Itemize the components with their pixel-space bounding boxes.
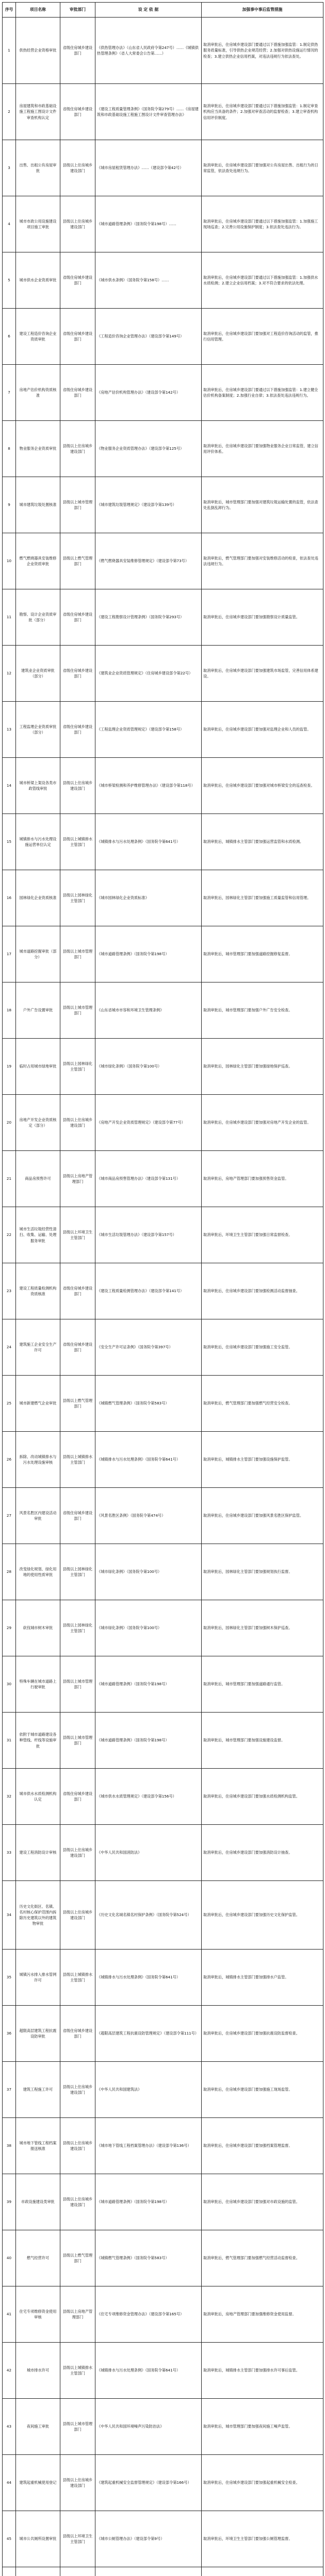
row-item-name: 出售、出租公有房屋审批 [16, 140, 60, 196]
row-approval-dept: 县级以上住房城乡建设部门 [60, 196, 95, 252]
row-number: 31 [3, 1713, 16, 1769]
row-approval-dept: 县级以上住房城乡建设部门 [60, 2118, 95, 2174]
row-approval-dept: 省级住房城乡建设部门 [60, 309, 95, 365]
row-supervision-measures: 取消审批后，燃气管理部门要加强燃气经营活动监督检查。 [202, 2230, 323, 2286]
row-legal-basis: 《城镇燃气管理条例》（国务院令第583号） [95, 1376, 202, 1432]
row-supervision-measures: 取消审批后，住房城乡建设部门要加强对监理企业和人员的监管。 [202, 702, 323, 758]
row-number: 18 [3, 982, 16, 1039]
row-number: 1 [3, 18, 16, 84]
row-legal-basis: 《中华人民共和国环境噪声污染防治法》 [95, 2399, 202, 2455]
row-item-name: 超限高层建筑工程抗震设防审批 [16, 2006, 60, 2062]
row-item-name: 城市排水许可 [16, 2343, 60, 2399]
row-number: 26 [3, 1432, 16, 1488]
row-item-name: 历史文化街区、名镇、名村核心保护范围内拆除历史建筑以外的建筑物审批 [16, 1881, 60, 1950]
table-header-row [3, 3, 323, 18]
row-legal-basis: 《工程监理企业资质管理规定》（建设部令第158号） [95, 702, 202, 758]
row-number: 13 [3, 702, 16, 758]
row-legal-basis: 《城市供水条例》（国务院令第158号）…… [95, 252, 202, 309]
row-number: 22 [3, 1207, 16, 1263]
row-approval-dept: 省级住房城乡建设部门 [60, 252, 95, 309]
table-row [3, 702, 323, 758]
row-number: 38 [3, 2118, 16, 2174]
row-number: 2 [3, 84, 16, 140]
row-legal-basis: 《住宅专项维修资金管理办法》（建设部令第165号） [95, 2286, 202, 2343]
table-row [3, 1825, 323, 1881]
row-legal-basis: 《风景名胜区条例》（国务院令第474号） [95, 1488, 202, 1544]
row-supervision-measures: 取消审批后，住房城乡建设部门要加强消防设计抽查。 [202, 1825, 323, 1881]
row-item-name: 夜间施工审批 [16, 2399, 60, 2455]
row-item-name: 砍伐城市树木审批 [16, 1600, 60, 1656]
table-row [3, 252, 323, 309]
table-row [3, 2006, 323, 2062]
row-legal-basis: 《城镇排水与污水处理条例》（国务院令第641号） [95, 1432, 202, 1488]
row-supervision-measures: 取消审批后，住房城乡建设部门要加强施工现场监管。 [202, 2062, 323, 2118]
row-legal-basis: 《城市房屋租赁管理办法》……（建设部令第42号） [95, 140, 202, 196]
table-row [3, 1881, 323, 1950]
row-item-name: 建设工程造价咨询企业资质审批 [16, 309, 60, 365]
row-item-name: 户外广告设置审批 [16, 982, 60, 1039]
row-supervision-measures: 取消审批后，住房城乡建设部门要加强施工安全监管。 [202, 1319, 323, 1376]
row-item-name: 商品房预售许可 [16, 1151, 60, 1207]
row-supervision-measures: 取消审批后，环境卫生主管部门要加强日常监督检查。 [202, 1207, 323, 1263]
row-legal-basis: 《山东省城市市容和环境卫生管理条例》 [95, 982, 202, 1039]
row-item-name: 城镇污水排入排水管网许可 [16, 1950, 60, 2006]
row-legal-basis: 《建设工程质量管理条例》（国务院令第279号）……《房屋建筑和市政基础设施工程施工图设计文件审查管理办法》 [95, 84, 202, 140]
table-row [3, 2230, 323, 2286]
row-number: 40 [3, 2230, 16, 2286]
row-legal-basis: 《城市园林绿化企业资质标准》 [95, 870, 202, 926]
row-legal-basis: 《建设工程勘察设计管理条例》（国务院令第293号） [95, 589, 202, 646]
row-supervision-measures: 取消审批后，城市管理部门要加强道路挖掘修复监督。 [202, 926, 323, 982]
row-item-name: 城市市政公用设施建设项目施工审批 [16, 196, 60, 252]
row-number: 16 [3, 870, 16, 926]
table-row [3, 589, 323, 646]
row-approval-dept: 省级住房城乡建设部门 [60, 2006, 95, 2062]
table-row [3, 2511, 323, 2567]
row-supervision-measures: 取消审批后，城镇排水主管部门要加强排水户监管。 [202, 1950, 323, 2006]
table-row [3, 1600, 323, 1656]
table-row [3, 814, 323, 870]
row-item-name: 房屋建筑和市政基础设施工程施工图设计文件审查机构认定 [16, 84, 60, 140]
row-number: 3 [3, 140, 16, 196]
row-supervision-measures: 取消审批后，园林绿化主管部门要加强绿地保护巡查。 [202, 1039, 323, 1095]
row-number: 8 [3, 421, 16, 477]
table-row [3, 2118, 323, 2174]
row-number: 29 [3, 1600, 16, 1656]
row-supervision-measures: 取消审批后，城镇排水主管部门要加强排水许可事后监管。 [202, 2343, 323, 2399]
row-supervision-measures: 取消审批后，环境卫生主管部门要加强公厕管理监督。 [202, 2511, 323, 2567]
table-row [3, 140, 323, 196]
row-supervision-measures: 取消审批后，住房城乡建设部门要通过以下措施加强监管：1.建立健全估价机构备案制度；2.加强行业自律；3.依法查处违法违规行为。 [202, 365, 323, 421]
row-legal-basis: 《物业服务企业资质管理办法》（建设部令第125号） [95, 421, 202, 477]
row-item-name: 城市道路挖掘审批（部分） [16, 926, 60, 982]
row-item-name: 建设工程质量检测机构资质核准 [16, 1263, 60, 1319]
row-number: 35 [3, 1950, 16, 2006]
row-supervision-measures: 取消审批后，住房城乡建设部门要通过以下措施加强监管：1.加强施工现场巡查；2.完善公用设施保护制度；3.依法查处违法行为。 [202, 196, 323, 252]
row-supervision-measures: 取消审批后，住房城乡建设部门要加强档案管理监督。 [202, 2118, 323, 2174]
table-row [3, 2399, 323, 2455]
row-item-name: 建筑起重机械使用登记 [16, 2455, 60, 2511]
row-supervision-measures: 取消审批后，住房城乡建设部门要加强对城市桥梁安全的巡查检查。 [202, 758, 323, 814]
row-approval-dept: 县级以上住房城乡建设部门 [60, 1881, 95, 1950]
row-legal-basis: 《房地产估价机构管理办法》（建设部令第142号） [95, 365, 202, 421]
row-legal-basis: 《中华人民共和国建筑法》 [95, 2062, 202, 2118]
row-item-name: 供热经营企业资格审批 [16, 18, 60, 84]
row-approval-dept: 县级以上住房城乡建设部门 [60, 1825, 95, 1881]
row-number: 30 [3, 1656, 16, 1713]
header-approval-dept: 审批部门 [60, 3, 95, 18]
row-number: 44 [3, 2455, 16, 2511]
row-legal-basis: 《城镇排水与污水处理条例》（国务院令第641号） [95, 1950, 202, 2006]
row-approval-dept: 省级住房城乡建设部门 [60, 1319, 95, 1376]
table-row [3, 870, 323, 926]
row-legal-basis: 《超限高层建筑工程抗震设防管理规定》（建设部令第111号） [95, 2006, 202, 2062]
table-row [3, 1769, 323, 1825]
header-legal-basis: 设 定 依 据 [95, 3, 202, 18]
row-supervision-measures: 取消审批后，住房城乡建设部门要通过以下措施加强监管：1.制定供热服务质量标准，引导供热企业规范经营；2.加强对供热设施运行情况的检查；3.建立供热企业信用档案，对违法违规行为依法查处。 [202, 18, 323, 84]
row-item-name: 依附于城市道路建设各种管线、杆线等设施审批 [16, 1713, 60, 1769]
row-supervision-measures: 取消审批后，城市管理部门要加强设施建设监督。 [202, 1713, 323, 1769]
row-number: 4 [3, 196, 16, 252]
row-item-name: 城镇排水与污水处理设施运营单位认定 [16, 814, 60, 870]
row-legal-basis: 《安全生产许可证条例》（国务院令第397号） [95, 1319, 202, 1376]
row-approval-dept: 县级以上燃气管理部门 [60, 2230, 95, 2286]
row-approval-dept: 县级以上燃气管理部门 [60, 1376, 95, 1432]
row-legal-basis: 《城镇燃气管理条例》（国务院令第583号） [95, 2230, 202, 2286]
row-item-name: 市政设施建设类审批 [16, 2174, 60, 2230]
row-supervision-measures: 取消审批后，住房城乡建设部门要加强对房地产开发企业的监管。 [202, 1095, 323, 1151]
row-number: 19 [3, 1039, 16, 1095]
row-approval-dept: 县级以上城市管理部门 [60, 982, 95, 1039]
row-approval-dept: 省级住房城乡建设部门 [60, 84, 95, 140]
row-number: 25 [3, 1376, 16, 1432]
row-item-name: 房地产估价机构资质核准 [16, 365, 60, 421]
row-number: 36 [3, 2006, 16, 2062]
row-supervision-measures: 取消审批后，城市管理部门要加强对建筑垃圾运输处置的监管，依法查处乱倒乱卸行为。 [202, 477, 323, 533]
row-legal-basis: 《建筑业企业资质管理规定》（住房城乡建设部令第22号） [95, 646, 202, 702]
row-supervision-measures: 取消审批后，城镇排水主管部门要加强设施保护监管。 [202, 1432, 323, 1488]
row-approval-dept: 县级以上城镇排水主管部门 [60, 2343, 95, 2399]
table-row [3, 196, 323, 252]
row-item-name: 勘察、设计企业资质审批（部分） [16, 589, 60, 646]
row-number: 11 [3, 589, 16, 646]
row-legal-basis: 《城市公厕管理办法》（建设部令第9号） [95, 2511, 202, 2567]
row-legal-basis: 《城市商品房预售管理办法》（建设部令第131号） [95, 1151, 202, 1207]
table-row [3, 2062, 323, 2118]
table-body [3, 18, 323, 2576]
row-approval-dept: 省级住房城乡建设部门 [60, 365, 95, 421]
row-legal-basis: 《城市绿化条例》（国务院令第100号） [95, 1039, 202, 1095]
table-row [3, 1207, 323, 1263]
row-item-name: 建筑工程施工许可 [16, 2062, 60, 2118]
row-approval-dept: 省级住房城乡建设部门 [60, 1488, 95, 1544]
row-number: 41 [3, 2286, 16, 2343]
row-supervision-measures: 取消审批后，住房城乡建设部门要加强物业服务企业日常监管，建立信用评价体系。 [202, 421, 323, 477]
row-number [3, 2567, 16, 2576]
row-supervision-measures: 取消审批后，住房城乡建设部门要通过以下措施加强监管：1.制定审查机构应当具备的条件；2.加强对审查活动的监督检查；3.建立审查机构信用评价制度。 [202, 84, 323, 140]
row-approval-dept: 省级住房城乡建设部门 [60, 1263, 95, 1319]
row-item-name: 建筑业企业资质审批（部分） [16, 646, 60, 702]
row-legal-basis: 《城市绿化条例》（国务院令第100号） [95, 1544, 202, 1600]
row-legal-basis: 《历史文化名城名镇名村保护条例》（国务院令第524号） [95, 1881, 202, 1950]
row-approval-dept: 县级以上燃气管理部门 [60, 533, 95, 589]
row-item-name: 城市公共厕所设置审批 [16, 2511, 60, 2567]
row-supervision-measures: 取消审批后，城市管理部门要加强道路通行监管。 [202, 1656, 323, 1713]
table-row [3, 309, 323, 365]
row-number: 9 [3, 477, 16, 533]
header-supervision-measures: 加强事中事后监管措施 [202, 3, 323, 18]
row-item-name: 燃气经营许可 [16, 2230, 60, 2286]
row-approval-dept: 县级以上城市管理部门 [60, 477, 95, 533]
row-supervision-measures: 取消审批后，园林绿化主管部门要加强树木保护巡查。 [202, 1600, 323, 1656]
row-approval-dept: 县级以上城市管理部门 [60, 1713, 95, 1769]
row-legal-basis: 《城市道路管理条例》（国务院令第198号） [95, 1656, 202, 1713]
row-approval-dept: 县级以上住房城乡建设部门 [60, 2174, 95, 2230]
row-legal-basis: 《城市供水水质管理规定》（建设部令第156号） [95, 1769, 202, 1825]
table-row [3, 1950, 323, 2006]
row-supervision-measures: 取消审批后，住房城乡建设部门要加强检测活动监督抽查。 [202, 1263, 323, 1319]
row-number: 24 [3, 1319, 16, 1376]
row-approval-dept: 县级以上园林绿化主管部门 [60, 1039, 95, 1095]
row-item-name: 城市生活垃圾经营性清扫、收集、运输、处理服务审批 [16, 1207, 60, 1263]
row-approval-dept: 县级以上城市管理部门 [60, 1656, 95, 1713]
row-number: 27 [3, 1488, 16, 1544]
row-legal-basis: 《城市道路管理条例》（国务院令第198号） [95, 1713, 202, 1769]
row-supervision-measures: 取消审批后，城市管理部门要加强夜间施工噪声监管。 [202, 2399, 323, 2455]
row-approval-dept: 县级以上住房城乡建设部门 [60, 140, 95, 196]
row-item-name: 特殊车辆在城市道路上行驶审批 [16, 1656, 60, 1713]
row-approval-dept: 县级以上城镇排水主管部门 [60, 1950, 95, 2006]
table-row [3, 1095, 323, 1151]
row-supervision-measures: 取消审批后，园林绿化主管部门要加强施工质量监管和信用管理。 [202, 870, 323, 926]
row-number: 6 [3, 309, 16, 365]
row-item-name: 风景名胜区内建设活动审批 [16, 1488, 60, 1544]
row-approval-dept: 县级以上住房城乡建设部门 [60, 421, 95, 477]
row-supervision-measures: 取消审批后，住房城乡建设部门要加强建筑市场监管，完善信用体系建设。 [202, 646, 323, 702]
row-number: 15 [3, 814, 16, 870]
table-row [3, 1319, 323, 1376]
row-supervision-measures: 取消审批后，住房城乡建设部门要加强抗震设防监督检查。 [202, 2006, 323, 2062]
row-item-name: 城市建筑垃圾处置核准 [16, 477, 60, 533]
row-legal-basis: 《城市道路管理条例》（国务院令第198号）…… [95, 196, 202, 252]
table-row [3, 84, 323, 140]
table-row [3, 1432, 323, 1488]
row-legal-basis: 《燃气燃烧器具安装维修管理规定》（建设部令第73号） [95, 533, 202, 589]
row-legal-basis: 《城镇排水与污水处理条例》（国务院令第641号） [95, 814, 202, 870]
row-approval-dept: 县级以上城市管理部门 [60, 926, 95, 982]
table-row [3, 2455, 323, 2511]
row-legal-basis: 《城市道路管理条例》（国务院令第198号） [95, 2174, 202, 2230]
header-item-name: 项目名称 [16, 3, 60, 18]
row-legal-basis [95, 2567, 202, 2576]
row-legal-basis: 《中华人民共和国消防法》 [95, 1825, 202, 1881]
row-approval-dept: 县级以上城镇排水主管部门 [60, 1432, 95, 1488]
row-item-name: 临时占用城市绿地审批 [16, 1039, 60, 1095]
row-supervision-measures: 取消审批后，住房城乡建设部门要加强起重机械安全检查。 [202, 2455, 323, 2511]
row-number: 28 [3, 1544, 16, 1600]
row-item-name: 物业服务企业资质审批 [16, 421, 60, 477]
row-number: 21 [3, 1151, 16, 1207]
row-item-name: 城市地下管线工程档案报送核准 [16, 2118, 60, 2174]
row-legal-basis: 《工程造价咨询企业管理办法》（建设部令第149号） [95, 309, 202, 365]
row-supervision-measures: 取消审批后，城市管理部门要加强户外广告安全检查。 [202, 982, 323, 1039]
row-item-name: 建筑施工企业安全生产许可 [16, 1319, 60, 1376]
row-approval-dept: 县级以上住房城乡建设部门 [60, 2062, 95, 2118]
row-number: 7 [3, 365, 16, 421]
row-number: 14 [3, 758, 16, 814]
row-supervision-measures: 取消审批后，住房城乡建设部门要加强对公有房屋出售、出租行为的日常监管，依法查处违规行为。 [202, 140, 323, 196]
row-supervision-measures: 取消审批后，住房城乡建设部门要加强历史文化保护监管。 [202, 1881, 323, 1950]
row-number: 23 [3, 1263, 16, 1319]
row-item-name: 房地产开发企业资质核定（部分） [16, 1095, 60, 1151]
table-row [3, 2286, 323, 2343]
row-approval-dept: 省级住房城乡建设部门 [60, 589, 95, 646]
table-row [3, 1713, 323, 1769]
row-item-name: 城市供水水质检测机构认定 [16, 1769, 60, 1825]
row-item-name: 城市供水企业资质审批 [16, 252, 60, 309]
row-supervision-measures: 取消审批后，房地产管理部门要加强维修资金使用监督。 [202, 2286, 323, 2343]
row-legal-basis: 《建设工程质量检测管理办法》（建设部令第141号） [95, 1263, 202, 1319]
row-number: 5 [3, 252, 16, 309]
row-supervision-measures: 取消审批后，房地产管理部门要加强预售资金监管。 [202, 1151, 323, 1207]
row-legal-basis: 《城市建筑垃圾管理规定》（建设部令第139号） [95, 477, 202, 533]
row-legal-basis: 《城镇排水与污水处理条例》（国务院令第641号） [95, 2343, 202, 2399]
row-approval-dept: 县级以上园林绿化主管部门 [60, 870, 95, 926]
row-number: 39 [3, 2174, 16, 2230]
table-row [3, 1488, 323, 1544]
row-supervision-measures: 取消审批后，住房城乡建设部门要通过以下措施加强监管：1.加强供水水质检测；2.建立企业信用档案；3.对不符合要求的依法处理。 [202, 252, 323, 309]
row-item-name: 燃气燃烧器具安装维修企业资质审批 [16, 533, 60, 589]
row-legal-basis: 《城市桥梁检测和养护维修管理办法》（建设部令第118号） [95, 758, 202, 814]
row-approval-dept: 县级以上环境卫生主管部门 [60, 2511, 95, 2567]
row-supervision-measures: 取消审批后，住房城乡建设部门要加强勘察设计质量监管。 [202, 589, 323, 646]
row-legal-basis: 《城市绿化条例》（国务院令第100号） [95, 1600, 202, 1656]
table-row [3, 477, 323, 533]
row-legal-basis: 《建筑起重机械安全监督管理规定》（建设部令第166号） [95, 2455, 202, 2511]
row-number: 17 [3, 926, 16, 982]
row-number: 33 [3, 1825, 16, 1881]
row-approval-dept [60, 2567, 95, 2576]
header-number: 序号 [3, 3, 16, 18]
row-approval-dept: 县级以上房地产管理部门 [60, 1151, 95, 1207]
row-number: 32 [3, 1769, 16, 1825]
row-legal-basis: 《房地产开发企业资质管理规定》（建设部令第77号） [95, 1095, 202, 1151]
row-item-name: 拆除、改动城镇排水与污水处理设施审核 [16, 1432, 60, 1488]
row-supervision-measures [202, 2567, 323, 2576]
row-number: 34 [3, 1881, 16, 1950]
row-approval-dept: 县级以上房地产管理部门 [60, 2286, 95, 2343]
row-supervision-measures: 取消审批后，城镇排水主管部门要加强运营监管和水质检测。 [202, 814, 323, 870]
table-row [3, 1544, 323, 1600]
row-number: 20 [3, 1095, 16, 1151]
row-legal-basis: 《城市地下管线工程档案管理办法》（建设部令第136号） [95, 2118, 202, 2174]
table-row [3, 2343, 323, 2399]
row-number: 45 [3, 2511, 16, 2567]
table-row [3, 1039, 323, 1095]
row-item-name: 工程监理企业资质审批（部分） [16, 702, 60, 758]
row-approval-dept: 省级住房城乡建设部门 [60, 702, 95, 758]
row-supervision-measures: 取消审批后，燃气管理部门要加强燃气经营安全检查。 [202, 1376, 323, 1432]
row-number: 37 [3, 2062, 16, 2118]
row-item-name: 改变绿化规划、绿化用地的使用性质审批 [16, 1544, 60, 1600]
row-number: 12 [3, 646, 16, 702]
row-approval-dept: 省级住房城乡建设部门 [60, 646, 95, 702]
row-supervision-measures: 取消审批后，住房城乡建设部门要加强水质检测机构监管。 [202, 1769, 323, 1825]
row-item-name: 城市桥梁上架设各类市政管线审批 [16, 758, 60, 814]
row-approval-dept: 县级以上住房城乡建设部门 [60, 2455, 95, 2511]
table-row [3, 18, 323, 84]
table-row [3, 421, 323, 477]
table-row [3, 926, 323, 982]
row-number: 10 [3, 533, 16, 589]
row-approval-dept: 县级以上住房城乡建设部门 [60, 1095, 95, 1151]
table-row [3, 758, 323, 814]
row-supervision-measures: 取消审批后，住房城乡建设部门要加强对工程造价咨询活动的监管，推行信用管理。 [202, 309, 323, 365]
row-legal-basis: 《供热管理办法》（山东省人民政府令第247号）……《城镇供热管理条例》（省人大常委会公告第……） [95, 18, 202, 84]
row-supervision-measures: 取消审批后，住房城乡建设部门要加强风景名胜区保护监管。 [202, 1488, 323, 1544]
table-row [3, 1151, 323, 1207]
table-row [3, 365, 323, 421]
row-item-name [16, 2567, 60, 2576]
row-number: 42 [3, 2343, 16, 2399]
row-legal-basis: 《城市道路管理条例》（国务院令第198号） [95, 926, 202, 982]
items-table [2, 2, 323, 2576]
table-row [3, 982, 323, 1039]
row-approval-dept: 县级以上环境卫生主管部门 [60, 1207, 95, 1263]
table-row [3, 1376, 323, 1432]
table-row [3, 1263, 323, 1319]
row-item-name: 城市新建燃气企业审批 [16, 1376, 60, 1432]
row-approval-dept: 县级以上住房城乡建设部门 [60, 758, 95, 814]
row-approval-dept: 县级以上园林绿化主管部门 [60, 1544, 95, 1600]
row-approval-dept: 县级以上城镇排水主管部门 [60, 814, 95, 870]
row-item-name: 住宅专项维修资金使用审核 [16, 2286, 60, 2343]
row-number: 43 [3, 2399, 16, 2455]
table-row [3, 1656, 323, 1713]
row-legal-basis: 《城市生活垃圾管理办法》（建设部令第157号） [95, 1207, 202, 1263]
table-row [3, 646, 323, 702]
row-approval-dept: 省级住房城乡建设部门 [60, 1769, 95, 1825]
row-approval-dept: 县级以上园林绿化主管部门 [60, 1600, 95, 1656]
table-row [3, 2174, 323, 2230]
row-approval-dept: 省级住房城乡建设部门 [60, 18, 95, 84]
table-row [3, 2567, 323, 2576]
table-row [3, 533, 323, 589]
row-item-name: 园林绿化企业资质核准 [16, 870, 60, 926]
row-item-name: 建设工程消防设计审核 [16, 1825, 60, 1881]
row-supervision-measures: 取消审批后，住房城乡建设部门要加强对市政设施的监管。 [202, 2174, 323, 2230]
row-supervision-measures: 取消审批后，园林绿化主管部门要加强规划执行监督。 [202, 1544, 323, 1600]
row-supervision-measures: 取消审批后，燃气管理部门要加强对安装维修活动的检查，依法查处违法违规行为。 [202, 533, 323, 589]
row-approval-dept: 县级以上城市管理部门 [60, 2399, 95, 2455]
